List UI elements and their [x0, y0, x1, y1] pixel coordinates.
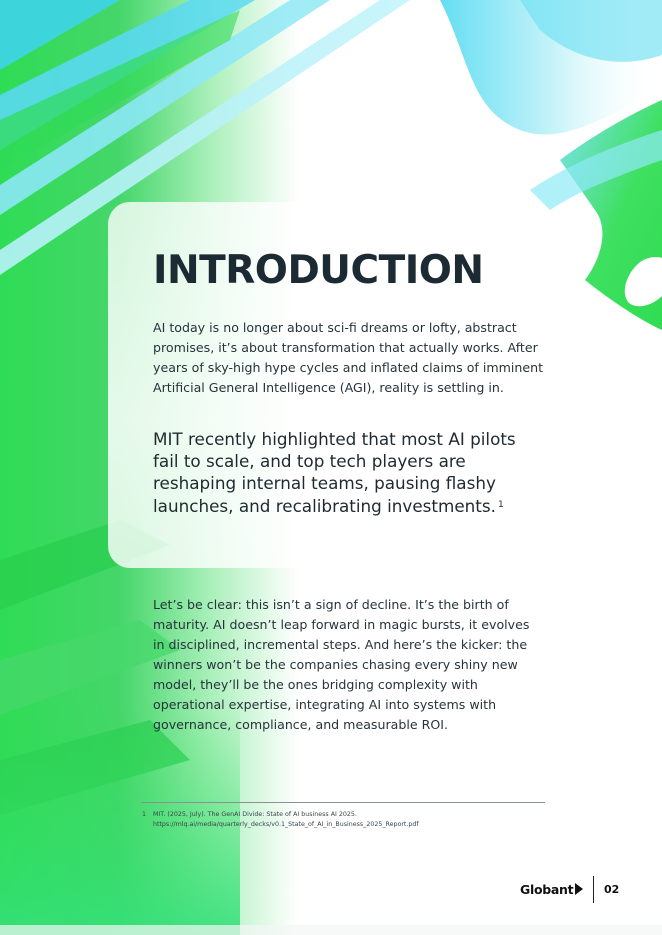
- footnote-text: [153, 810, 563, 830]
- footnote-number: 1: [142, 811, 147, 818]
- page-title: INTRODUCTION: [153, 248, 484, 293]
- body-paragraph: Let’s be clear: this isn’t a sign of decline. It’s the birth of maturity. AI doesn’t leap forward in magic bursts, it evolves in disciplined, incremental steps. And here’s the kicker: the winners won’t be the companies chasing every shiny new model, they’ll be the ones bridging complexity with operational expertise, integrating AI into systems with governance, compliance, and measurable ROI.: [153, 597, 530, 732]
- highlight-paragraph: [153, 428, 533, 517]
- footnote-url[interactable]: https://mlq.ai/media/quarterly_decks/v0.1_State_of_AI_in_Business_2025_Report.pdf: [153, 821, 419, 828]
- footnote-reference[interactable]: 1: [497, 500, 504, 510]
- highlight-text: MIT recently highlighted that most AI pilots fail to scale, and top tech players are reshaping internal teams, pausing flashy launches, and recalibrating investments.: [153, 429, 516, 516]
- footnote-citation: MIT. (2025, July). The GenAI Divide: State of AI business AI 2025.: [153, 811, 357, 818]
- footer-divider: [593, 876, 594, 903]
- logo-arrow-icon: [575, 883, 583, 895]
- page-number: 02: [604, 883, 620, 896]
- footnote-divider: [141, 802, 545, 803]
- globant-logo: Globant: [520, 882, 574, 897]
- intro-paragraph: AI today is no longer about sci-fi dreams or lofty, abstract promises, it’s about transformation that actually works. After years of sky-high hype cycles and inflated claims of imminent Artificial General Intelligence (AGI), reality is settling in.: [153, 320, 544, 395]
